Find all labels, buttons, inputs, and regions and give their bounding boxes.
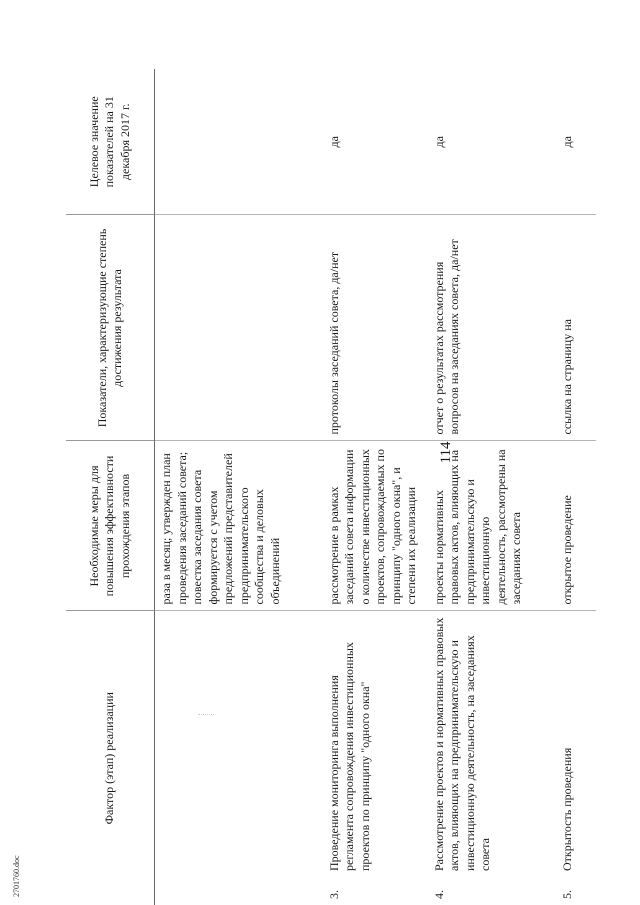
factor-text: Проведение мониторинга выполнения регламента сопровождения инвестиционных проектов по принципу "одного окна"	[326, 642, 372, 871]
table-row	[556, 69, 596, 905]
factor-cell	[155, 611, 323, 905]
header-target: Целевое значение показателей на 31 декабря 2017 г.	[66, 69, 155, 215]
table-row	[323, 69, 428, 905]
factor-text: Рассмотрение проектов и нормативных правовых актов, влияющих на предпринимательскую и инвестиционную деятельность, на заседаниях совета	[431, 617, 492, 871]
page-number: 114	[438, 441, 454, 464]
measures-cell: раза в месяц; утвержден план проведения заседаний совета; повестка заседания совета формируется с учетом предложений представителей предпринимательского сообщества и деловых объединений	[155, 441, 323, 611]
factor-cell	[428, 611, 556, 905]
measures-cell: проекты нормативных правовых актов, влияющих на предпринимательскую и инвестиционную деятельность, рассмотрены на заседаниях совета	[428, 441, 556, 611]
header-measures: Необходимые меры для повышения эффективности прохождения этапов	[66, 441, 155, 611]
row-number: 3.	[326, 890, 341, 899]
target-cell: да	[323, 69, 428, 215]
indicators-cell: ссылка на страницу на	[556, 215, 596, 441]
table-header-row	[66, 69, 155, 905]
table-row	[155, 69, 323, 905]
factor-cell	[323, 611, 428, 905]
header-indicators: Показатели, характеризующие степень достижения результата	[66, 215, 155, 441]
header-factor: Фактор (этап) реализации	[66, 611, 155, 905]
row-number: 5.	[559, 890, 574, 899]
indicators-cell: отчет о результатах рассмотрения вопросов на заседаниях совета, да/нет	[428, 215, 556, 441]
factor-cell	[556, 611, 596, 905]
row-number: 4.	[431, 890, 446, 899]
measures-cell: открытое проведение	[556, 441, 596, 611]
measures-cell: рассмотрение в рамках заседаний совета информации о количестве инвестиционных проектов, сопровождаемых по принципу "одного окна", и степени их реализации	[323, 441, 428, 611]
target-cell	[155, 69, 323, 215]
factors-table	[66, 69, 596, 905]
document-reference: 2701760.doc	[12, 855, 21, 897]
table-row	[428, 69, 556, 905]
indicators-cell: протоколы заседаний совета, да/нет	[323, 215, 428, 441]
indicators-cell	[155, 215, 323, 441]
target-cell: да	[556, 69, 596, 215]
factor-text: Открытость проведения	[559, 747, 574, 871]
target-cell: да	[428, 69, 556, 215]
